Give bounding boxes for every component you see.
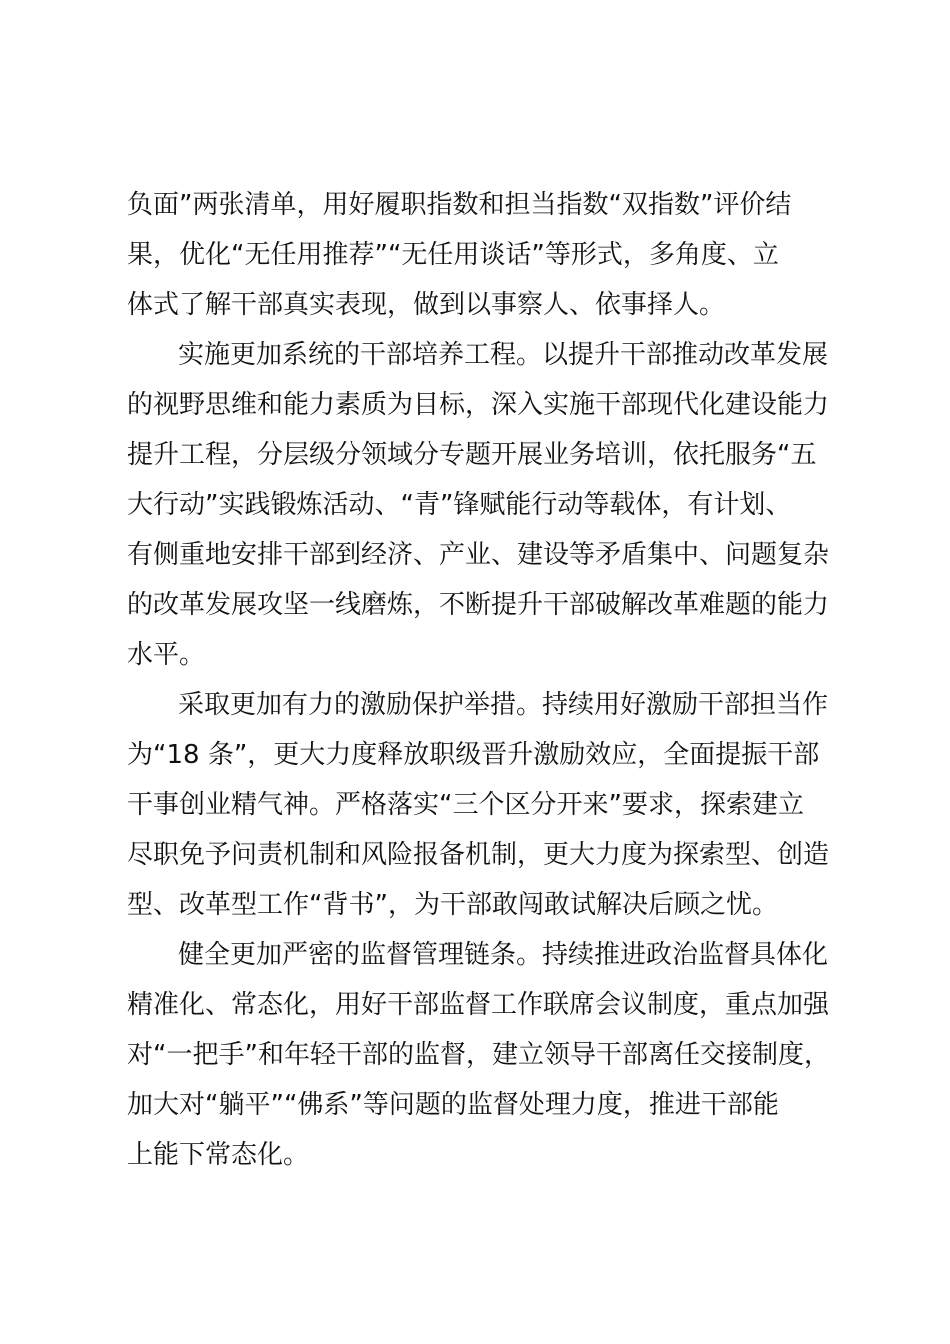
text-line: 对“一把手”和年轻干部的监督，建立领导干部离任交接制度， xyxy=(127,1040,830,1070)
text-line: 大行动”实践锻炼活动、“青”锋赋能行动等载体，有计划、 xyxy=(127,490,792,520)
text-line: 型、改革型工作“背书”，为干部敢闯敢试解决后顾之忧。 xyxy=(127,890,778,920)
text-line: 的改革发展攻坚一线磨炼，不断提升干部破解改革难题的能力 xyxy=(127,590,830,620)
text-line: 的视野思维和能力素质为目标，深入实施干部现代化建设能力 xyxy=(127,390,830,420)
text-line: 体式了解干部真实表现，做到以事察人、依事择人。 xyxy=(127,290,726,320)
paragraph-heading-line: 采取更加有力的激励保护举措。持续用好激励干部担当作 xyxy=(178,690,829,720)
text-line: 为“18 条”，更大力度释放职级晋升激励效应，全面提振干部 xyxy=(127,740,820,770)
text-line: 提升工程，分层级分领域分专题开展业务培训，依托服务“五 xyxy=(127,440,817,470)
text-line: 干事创业精气神。严格落实“三个区分开来”要求，探索建立 xyxy=(127,790,804,820)
text-line: 负面”两张清单，用好履职指数和担当指数“双指数”评价结 xyxy=(127,190,792,220)
text-line: 有侧重地安排干部到经济、产业、建设等矛盾集中、问题复杂 xyxy=(127,540,830,570)
text-line: 加大对“躺平”“佛系”等问题的监督处理力度，推进干部能 xyxy=(127,1090,779,1120)
paragraph-heading-line: 实施更加系统的干部培养工程。以提升干部推动改革发展 xyxy=(178,340,829,370)
text-line: 果，优化“无任用推荐”“无任用谈话”等形式，多角度、立 xyxy=(127,240,779,270)
text-line: 尽职免予问责机制和风险报备机制，更大力度为探索型、创造 xyxy=(127,840,830,870)
text-line: 精准化、常态化，用好干部监督工作联席会议制度，重点加强 xyxy=(127,990,830,1020)
text-line: 水平。 xyxy=(127,640,206,670)
text-line: 上能下常态化。 xyxy=(127,1140,310,1170)
paragraph-heading-line: 健全更加严密的监督管理链条。持续推进政治监督具体化 xyxy=(178,940,829,970)
